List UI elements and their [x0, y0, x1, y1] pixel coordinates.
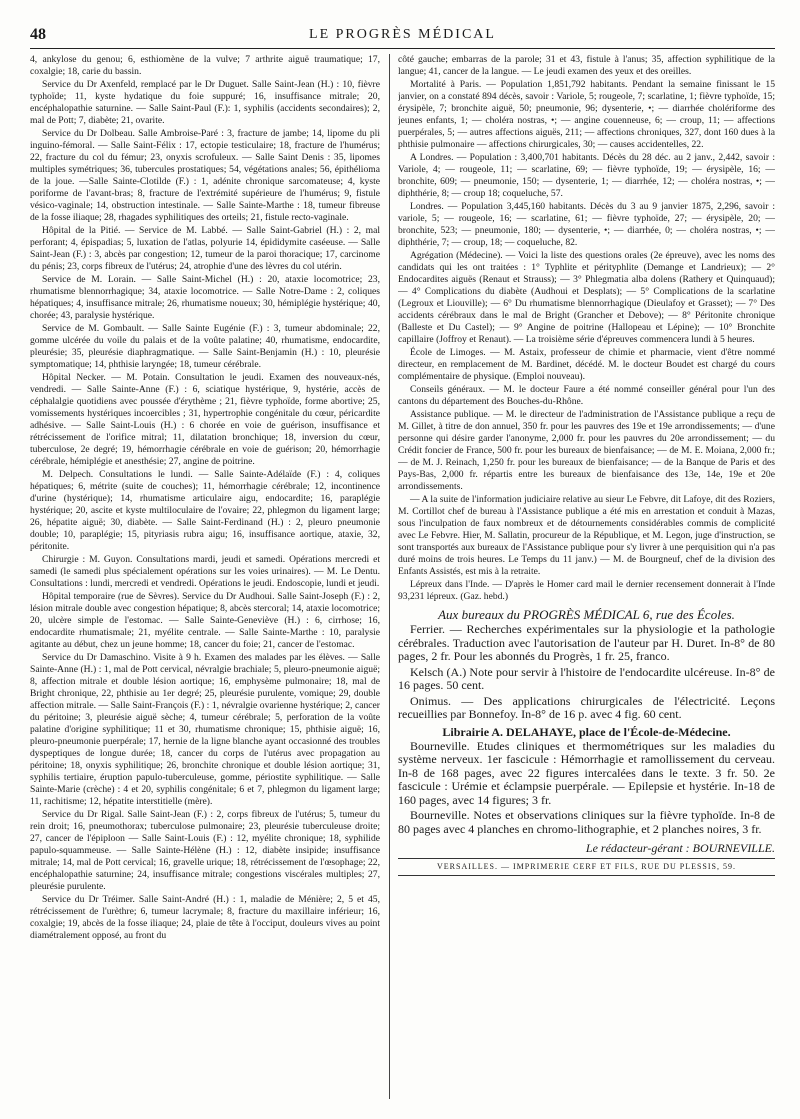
- ad-item: Ferrier. — Recherches expérimentales sur la physiologie et la pathologie cérébrales. Traduction avec l'autorisation de l'auteur par H. Duret. In-8° de 80 pages, 2 fr. Pour les abonnés du Progrès, 1 fr. 25, franco.: [398, 622, 775, 663]
- printer-imprint: VERSAILLES. — IMPRIMERIE CERF ET FILS, RUE DU PLESSIS, 59.: [398, 858, 775, 876]
- paragraph: M. Delpech. Consultations le lundi. — Salle Sainte-Adélaïde (F.) : 4, coliques hépatiques; 6, métrite (suite de couches); 11, hémorrhagie cérébrale; 12, incontinence d'urine (hystérique); 14, rhumatisme articulaire aigu, endocardite; 16, paraplégie hystérique; 20, ascite et kyste multiloculaire de l'ovaire; 22, phlegmon du ligament large; 26, hépatite aiguë; 30, diabète. — Salle Saint-Ferdinand (H.) : 2, pleuro pneumonie double; 10, paraplégie; 15, pityriasis rubra aigu; 16, insuffisance aortique, ataxie, 32, péritonite.: [30, 469, 380, 552]
- paragraph: Chirurgie : M. Guyon. Consultations mardi, jeudi et samedi. Opérations mercredi et samedi (le samedi plus spécialement opérations sur les voies urinaires). — M. Le Dentu. Consultations : lundi, mercredi et vendredi. Opérations le jeudi. Endoscopie, lundi et jeudi.: [30, 554, 380, 589]
- paragraph: Service du Dr Dolbeau. Salle Ambroise-Paré : 3, fracture de jambe; 14, lipome du pli inguino-fémoral. — Salle Saint-Félix : 17, ectopie testiculaire; 18, fracture de l'humérus; 22, fracture du col du fémur; 23, onyxis scrofuleux. — Salle Saint Denis : 35, lipomes multiples symétriques; 36, tubercules prostatiques; 54, végétations anales; 56, épithélioma de la joue. —Salle Sainte-Clotilde (F.) : 1, adénite chronique sarcomateuse; 4, kyste poriforme de l'avant-bras; 8, fracture de l'extrémité supérieure de l'humérus; 9, fistule vésico-vaginale; 14, obstruction intestinale. — Salle Sainte-Marthe : 18, tumeur fibreuse de la fosse iliaque; 28, rhagades syphilitiques des orteils; 21, fistule recto-vaginale.: [30, 128, 380, 223]
- running-title: LE PROGRÈS MÉDICAL: [309, 27, 496, 42]
- ad-item: Bourneville. Etudes cliniques et thermométriques sur les maladies du système nerveux. 1er fascicule : Hémorrhagie et ramollissement du cerveau. In-8 de 168 pages, avec 22 figures intercalées dans le texte. 3 fr. 50. 2e fascicule : Urémie et éclampsie puerpérale. — Epilepsie et hystérie. In-18 de 160 pages, avec 14 figures; 3 fr.: [398, 738, 775, 807]
- paragraph: Conseils généraux. — M. le docteur Faure a été nommé conseiller général pour l'un des cantons du département des Bouches-du-Rhône.: [398, 384, 775, 407]
- left-column: [30, 54, 380, 1114]
- right-column: [398, 54, 775, 1114]
- paragraph: Service de M. Gombault. — Salle Sainte Eugénie (F.) : 3, tumeur abdominale; 22, gomme ulcérée du voile du palais et de la voûte palatine; 40, rhumatisme, endocardite, pleurésie; 35, pleurésie diaphragmatique. — Salle Saint-Benjamin (H.) : 10, pleurésie symptomatique; 14, phthisie laryngée; 18, tumeur cérébrale.: [30, 323, 380, 370]
- paragraph: Hôpital de la Pitié. — Service de M. Labbé. — Salle Saint-Gabriel (H.) : 2, mal perforant; 4, épispadias; 5, luxation de l'atlas, polyurie 14, épididymite caséeuse. — Salle Saint-Jean (F.) : 3, abcès par congestion; 12, tumeur de la paroi thoracique; 17, carcinome du pénis; 23, corps fibreux de l'utérus; 24, atrophie d'une des lèvres du col utérin.: [30, 225, 380, 272]
- paragraph: Hôpital temporaire (rue de Sèvres). Service du Dr Audhoui. Salle Saint-Joseph (F.) : 2, lésion mitrale double avec congestion hépatique; 8, abcès stercoral; 14, ataxie locomotrice; 20, ulcère simple de l'estomac. — Salle Sainte-Geneviève (H.) : 6, cirrhose; 16, endocardite rhumatismale; 21, myélite centrale. — Salle Sainte-Marthe : 10, paralysie agitante au début, chez un jeune homme; 18, cancer du foie; 21, cancer de l'estomac.: [30, 591, 380, 650]
- paragraph: Lépreux dans l'Inde. — D'après le Homer card mail le dernier recensement donnerait à l'Inde 93,231 lépreux. (Gaz. hebd.): [398, 579, 775, 602]
- ad-item: Onimus. — Des applications chirurgicales de l'électricité. Leçons recueillies par Bonnefoy. In-8° de 16 p. avec 4 fig. 60 cent.: [398, 693, 775, 721]
- paragraph: Service du Dr Rigal. Salle Saint-Jean (F.) : 2, corps fibreux de l'utérus; 5, tumeur du rein droit; 16, pneumothorax; tuberculose pulmonaire; 23, pleurésie tuberculeuse droite; 27, cancer de l'épiploon — Salle Saint-Louis (F.) : 12, myélite chronique; 18, syphilide papulo-squammeuse. — Salle Sainte-Hélène (H.) : 12, diabète insipide; insuffisance mitrale; 14, mal de Pott cervical; 16, gravelle urique; 18, rétrécissement de l'œsophage; 22, encéphalopathie saturnine; 24, insuffisance mitrale; congestions viscérales multiples; 27, pleurésie purulente.: [30, 809, 380, 892]
- paragraph: — A la suite de l'information judiciaire relative au sieur Le Febvre, dit Lafoye, dit des Roziers, M. Cortillot chef de bureau à l'Assistance publique a été mis en arrestation et conduit à Mazas, sous l'inculpation de faux nombreux et de détournements considérables commis de complicité avec Le Febvre. Hier, M. Sallatin, procureur de la République, et M. Legon, juge d'instruction, se sont transportés aux bureaux de l'Assistance publique pour s'y livrer à une perquisition qui n'a pas duré moins de trois heures. Le Temps du 11 janv.) — M. de Bourgneuf, chef de la division des Enfants Assistés, est mis à la retraite.: [398, 494, 775, 577]
- page-header: [30, 24, 775, 49]
- editor-signature: Le rédacteur-gérant : BOURNEVILLE.: [585, 841, 775, 855]
- paragraph: Service du Dr Tréimer. Salle Saint-André (H.) : 1, maladie de Ménière; 2, 5 et 45, rétrécissement de l'urèthre; 6, tumeur lacrymale; 8, fracture du maxillaire inférieur; 16, coxalgie; 19, abcès de la fosse iliaque; 24, plaie de tête à l'occiput, douleurs vives au point diamétralement opposé, au front du: [30, 894, 380, 941]
- ad-item: Kelsch (A.) Note pour servir à l'histoire de l'endocardite ulcéreuse. In-8° de 16 pages. 50 cent.: [398, 664, 775, 692]
- paragraph: A Londres. — Population : 3,400,701 habitants. Décès du 28 déc. au 2 janv., 2,442, savoir : Variole, 4; — rougeole, 11; — scarlatine, 69; — fièvre typhoïde, 19; — érysipèle, 16; — bronchite, 609; — pneumonie, 150; — dysenterie, 1; — diarrhée, 12; — choléra nostras, •; — diphthérie, 8; — croup 18; coqueluche, 57.: [398, 152, 775, 199]
- paragraph: Assistance publique. — M. le directeur de l'administration de l'Assistance publique a reçu de M. Gillet, à titre de don annuel, 350 fr. pour les pauvres des 19e et 19e arrondissements; — d'une personne qui désire garder l'anonyme, 2,000 fr. pour les pauvres du 20e arrondissement; — du Crédit foncier de France, 500 fr. pour les bureaux de bienfaisance; — de M. E. Moiana, 2,000 fr.; — de M. J. Reinach, 1,250 fr. pour les bureaux de bienfaisance; — de la Banque de Paris et des Pays-Bas, 2,000 fr. répartis entre les bureaux de bienfaisance des 13e, 14e, 19e et 20e arrondissements.: [398, 409, 775, 492]
- ad-item: Bourneville. Notes et observations cliniques sur la fièvre typhoïde. In-8 de 80 pages avec 4 planches en chromo-lithographie, et 2 planches noires, 3 fr.: [398, 808, 775, 836]
- ads-heading: Aux bureaux du PROGRÈS MÉDICAL 6, rue des Écoles.: [438, 607, 735, 622]
- paragraph: Hôpital Necker. — M. Potain. Consultation le jeudi. Examen des nouveaux-nés, vendredi. — Salle Sainte-Anne (F.) : 6, sciatique hystérique, 9, hystérie, accès de céphalalgie quotidiens avec poussée d'érythème ; 21, fièvre typhoïde, forme abortive; 25, vomissements hystériques incoercibles ; 31, hypertrophie congénitale du cœur, péricardite adhésive. — Salle Saint-Louis (H.) : 6 chorée en voie de guérison, insuffisance et rétrécissement de l'orifice mitral; 11, dilatation bronchique; 18, inversion du cœur, tuberculose, 2e degré; 19, hémorrhagie cérébrale en voie de guérison; 20, hémorrhagie cérébrale, hémiplégie et anesthésie; 27, angine de poitrine.: [30, 372, 380, 467]
- paragraph: Service de M. Lorain. — Salle Saint-Michel (H.) : 20, ataxie locomotrice; 23, rhumatisme blennorrhagique; 34, ataxie locomotrice. — Salle Notre-Dame : 2, coliques hépatiques; 4, insuffisance mitrale; 26, rhumatisme noueux; 30, hémiplégie hystérique; 40, chorée; 43, paralysie hystérique.: [30, 274, 380, 321]
- paragraph: 4, ankylose du genou; 6, esthiomène de la vulve; 7 arthrite aiguë traumatique; 17, coxalgie; 18, carie du bassin.: [30, 54, 380, 77]
- page-number: 48: [30, 26, 46, 43]
- paragraph: Londres. — Population 3,445,160 habitants. Décès du 3 au 9 janvier 1875, 2,296, savoir : variole, 5; — rougeole, 16; — scarlatine, 61; — fièvre typhoïde, 27; — érysipèle, 20; — bronchite, 523; — pneumonie, 180; — dysenterie, •; — diarrhée, 0; — choléra nostras, •; — diphthérie, 7; — croup, 18; — coqueluche, 82.: [398, 201, 775, 248]
- publisher-heading: Librairie A. DELAHAYE, place de l'École-de-Médecine.: [442, 724, 731, 739]
- paragraph: Mortalité à Paris. — Population 1,851,792 habitants. Pendant la semaine finissant le 15 janvier, on a constaté 894 décès, savoir : Variole, 5; rougeole, 7; scarlatine, 1; fièvre typhoïde, 15; érysipèle, 7; bronchite aiguë, 50; pneumonie, 96; dysenterie, •; — diarrhée cholériforme des jeunes enfants, 1; — choléra nostras, •; — angine couenneuse, 6; — croup, 11; — affections puerpérales, 5; — autres affections aiguës, 211; — affections chroniques, 327, dont 160 dues à la phthisie pulmonaire — affections chirurgicales, 30; — causes accidentelles, 22.: [398, 79, 775, 150]
- paragraph: Agrégation (Médecine). — Voici la liste des questions orales (2e épreuve), avec les noms des candidats qui les ont traitées : 1° Typhlite et pérityphlite (Demange et Landrieux); — 2° Endocardites aiguës (Renaut et Strauss); — 3° Phlegmatia alba dolens (Rathery et Quinquaud); — 4° Complications du diabète (Audhoui et Desplats); — 5° Complications de la scarlatine (Legroux et Liouville); — 6° Du rhumatisme blennorrhagique (Dieulafoy et Grasset); — 7° Des accidents cérébraux dans le mal de Bright (Grancher et Debove); — 8° Péritonite chronique (Balleste et Du Castel); — 9° Angine de poitrine (Hallopeau et Lépine); — 10° Bronchite capillaire (Joffroy et Renaut). — La troisième série d'épreuves commencera lundi à 5 heures.: [398, 250, 775, 345]
- column-divider: [389, 54, 390, 1099]
- paragraph: Service du Dr Axenfeld, remplacé par le Dr Duguet. Salle Saint-Jean (H.) : 10, fièvre typhoïde; 11, kyste hydatique du foie suppuré; 16, insuffisance mitrale; 20, encéphalopathie saturnine. — Salle Saint-Paul (F.): 1, syphilis (accidents secondaires); 2, mal de Pott; 7, diabète; 21, ovarite.: [30, 79, 380, 126]
- paragraph: École de Limoges. — M. Astaix, professeur de chimie et pharmacie, vient d'être nommé directeur, en remplacement de M. Bardinet, décédé. M. le docteur Boudet est chargé du cours complémentaire de physique. (Emploi nouveau).: [398, 347, 775, 382]
- paragraph: côté gauche; embarras de la parole; 31 et 43, fistule à l'anus; 35, affection syphilitique de la langue; 41, cancer de la langue. — Le jeudi examen des yeux et des oreilles.: [398, 54, 775, 77]
- paragraph: Service du Dr Damaschino. Visite à 9 h. Examen des malades par les élèves. — Salle Sainte-Anne (H.) : 1, mal de Pott cervical, névralgie brachiale; 5, pleuro-pneumonie aiguë; 8, affection mitrale et double lésion aortique; 16, emphysème pulmonaire; 18, mal de Bright chronique, 22, phthisie au 1er degré; 25, pleurésie purulente, vomique; 29, double affection mitrale. — Salle Saint-François (F.) : 1, névralgie ovarienne hystérique; 2, cancer du péritoine; 3, pleurésie aiguë sèche; 4, tumeur cérébrale; 5, perforation de la voûte palatine d'origine syphilitique; 11 et 30, rhumatisme chronique; 15, phthisie aiguë; 16, pleuro-pneumonie puerpérale; 17, hernie de la ligne blanche ayant occasionné des troubles dyspeptiques de longue durée; 18, cancer du corps de l'utérus avec propagation au péritoine; 18, onyxis syphilitique; 26, bronchite chronique et double lésion aortique; 31, syphilis tertiaire, éruption papulo-tuberculeuse, gomme, périostite syphilitique. — Salle Sainte-Marie (crèche) : 4 et 20, syphilis congénitale; 6 et 7, phlegmon du ligament large; 11, rachitisme; 12, hépatite interstitielle (mère).: [30, 652, 380, 807]
